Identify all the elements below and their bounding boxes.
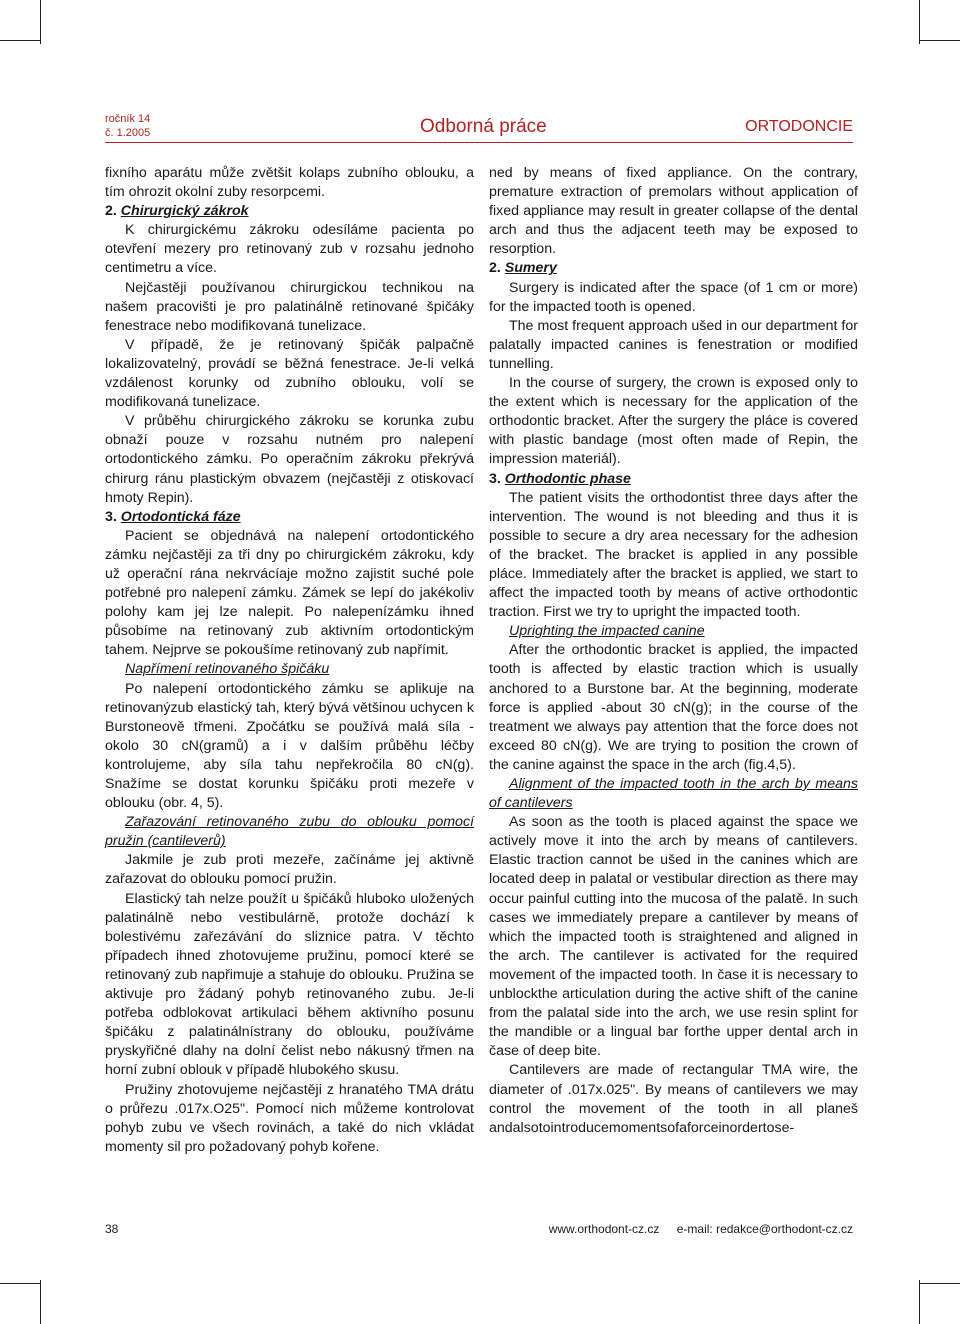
issue-label: č. 1.2005 xyxy=(105,127,151,139)
paragraph: The most frequent approach ušed in our department for palatally impacted canines is fenestration or modified tunnelling. xyxy=(489,317,858,372)
paragraph: ned by means of fixed appliance. On the contrary, premature extraction of premolars without application of fixed appliance may result in greater collapse of the dental arch and thus the adjacent teeth may be exposed to resorption. xyxy=(489,165,858,258)
paragraph: Po nalepení ortodontického zámku se aplikuje na retinovanýzub elastický tah, který bývá většinou uchycen k Burstoneově třmeni. Zpočátku se používá malá síla - okolo 30 cN(gramů) a i v dalším průběhu léčby kontrolujeme, aby síla tahu nepřekročila 80 cN(g). Snažíme se dostat korunku špičáku proti mezeře v oblouku (obr. 4, 5). xyxy=(105,680,474,812)
crop-mark xyxy=(40,1280,41,1324)
email-link[interactable]: e-mail: redakce@orthodont-cz.cz xyxy=(676,1222,853,1236)
website-link[interactable]: www.orthodont-cz.cz xyxy=(548,1222,660,1236)
crop-mark xyxy=(920,40,960,41)
paragraph: Cantilevers are made of rectangular TMA wire, the diameter of .017x.025". By means of cantilevers we may control the movement of the tooth in all planeš andalsotointroducemomentsofaforceinordertose- xyxy=(489,1062,858,1136)
section-heading xyxy=(105,508,474,527)
heading-text: Ortodontická fáze xyxy=(120,508,241,525)
paragraph: As soon as the tooth is placed against the space we actively move it into the arch by means of cantilevers. Elastic traction cannot be ušed in the canines which are located deep in palatal or vestibular direction as there may occur painful cutting into the mucosa of the palatě. In such cases we immediately prepare a cantilever by means of which the impacted tooth is straightened and aligned in the arch. The cantilever is activated for the required movement of the impacted tooth. In čase it is necessary to unblockthe articulation during the active shift of the canine from the palatal side into the arch, we use resin splint for the mandible or a lingual bar forthe upper dental arch in čase of deep bite. xyxy=(489,814,858,1060)
crop-mark xyxy=(919,0,920,44)
subheading: Alignment of the impacted tooth in the arch by means of cantilevers xyxy=(489,776,858,812)
paragraph: Pružiny zhotovujeme nejčastěji z hranatého TMA drátu o průřezu .017x.O25". Pomocí nich můžeme kontrolovat pohyb zubu ve všech rovinách, a také do nich vkládat momenty sil pro požadovaný pohyb kořene. xyxy=(105,1081,474,1155)
paragraph: V průběhu chirurgického zákroku se korunka zubu obnaží pouze v rozsahu nutném pro nalepení ortodontického zámku. Po operačním zákroku překrývá chirurg ránu plastickým obvazem (nejčastěji z otiskovací hmoty Repin). xyxy=(105,413,474,506)
crop-mark xyxy=(920,1283,960,1284)
header-divider xyxy=(105,142,853,143)
right-column xyxy=(489,164,858,1138)
category-title: ORTODONCIE xyxy=(745,118,853,135)
subheading: Napřímení retinovaného špičáku xyxy=(125,661,330,678)
section-heading xyxy=(489,470,858,489)
paragraph: Pacient se objednává na nalepení ortodontického zámku nejčastěji za tři dny po chirurgickém zákroku, kdy už operační rána nekrvácíaje možno zajistit suché pole potřebné pro nalepení zámku. Zámek se lepí do jakékoliv polohy kam jej lze nalepit. Po nalepenízámku ihned působíme na retinovaný zub aktivním ortodontickým tahem. Nejprve se pokoušíme retinovaný zub napřímit. xyxy=(105,527,474,659)
issue-info xyxy=(105,112,150,140)
paragraph: After the orthodontic bracket is applied, the impacted tooth is affected by elastic traction which is usually anchored to a Burstone bar. At the beginning, moderate force is applied -about 30 cN(g); in the course of the treatment we always pay attention that the force does not exceed 80 cN(g). We are trying to position the crown of the canine against the space in the arch (fig.4,5). xyxy=(489,642,858,773)
paragraph: Jakmile je zub proti mezeře, začínáme jej aktivně zařazovat do oblouku pomocí pružin. xyxy=(105,852,474,888)
volume-label: ročník 14 xyxy=(105,113,151,125)
paragraph: V případě, že je retinovaný špičák palpačně lokalizovatelný, provádí se běžná fenestrace. Je-li velká vzdálenost korunky od zubního oblouku, volí se modifikovaná tunelizace. xyxy=(105,336,474,411)
heading-text: Orthodontic phase xyxy=(504,470,631,487)
heading-number: 2. xyxy=(105,203,117,220)
footer-contact xyxy=(535,1222,853,1236)
paragraph: Elastický tah nelze použít u špičáků hluboko uložených palatinálně nebo vestibulárně, protože dochází k bolestivému zařezávání do sliznice patra. V těchto případech ihned zhotovujeme pružinu, pomocí které se retinovaný zub napřimuje a stahuje do oblouku. Pružina se aktivuje pro žádaný pohyb retinovaného zubu. Je-li potřeba odblokovat artikulaci během aktivního posunu špičáku z palatinálnístrany do oblouku, používáme pryskyřičné dlahy na dolní čelist nebo nákusný třmen na horní zubní oblouk v případě hlubokého skusu. xyxy=(105,890,474,1079)
crop-mark xyxy=(40,0,41,44)
section-heading xyxy=(489,259,858,278)
crop-mark xyxy=(919,1280,920,1324)
crop-mark xyxy=(0,40,40,41)
paragraph: In the course of surgery, the crown is exposed only to the extent which is necessary for the application of the orthodontic bracket. After the surgery the pláce is covered with plastic bandage (most often made of Repin, the impression materiál). xyxy=(489,375,858,468)
crop-mark xyxy=(0,1283,40,1284)
left-column xyxy=(105,164,474,1157)
paragraph: Nejčastěji používanou chirurgickou technikou na našem pracovišti je pro palatinálně retinované špičáky fenestrace nebo modifikovaná tunelizace. xyxy=(105,279,474,334)
subheading: Uprighting the impacted canine xyxy=(509,623,705,640)
page-number: 38 xyxy=(105,1222,119,1236)
paragraph: K chirurgickému zákroku odesíláme pacienta po otevření mezery pro retinovaný zub v rozsahu jednoho centimetru a více. xyxy=(105,222,474,277)
paragraph: The patient visits the orthodontist three days after the intervention. The wound is not bleeding and thus it is possible to secure a dry area necessary for the adhesion of the bracket. The bracket is applied in any possible pláce. Immediately after the bracket is applied, we start to affect the impacted tooth by means of active orthodontic traction. First we try to upright the impacted tooth. xyxy=(489,489,858,621)
section-title: Odborná práce xyxy=(420,116,547,137)
heading-number: 3. xyxy=(489,470,501,487)
heading-number: 3. xyxy=(105,508,117,525)
subheading: Zařazování retinovaného zubu do oblouku pomocí pružin (cantileverů) xyxy=(105,814,474,850)
section-heading xyxy=(105,202,474,221)
heading-text: Sumery xyxy=(504,260,557,277)
paragraph: Surgery is indicated after the space (of 1 cm or more) for the impacted tooth is opened. xyxy=(489,279,858,315)
paragraph: fixního aparátu může zvětšit kolaps zubního oblouku, a tím ohrozit okolní zuby resorpcemi. xyxy=(105,165,474,201)
heading-number: 2. xyxy=(489,260,501,277)
heading-text: Chirurgický zákrok xyxy=(120,203,249,220)
